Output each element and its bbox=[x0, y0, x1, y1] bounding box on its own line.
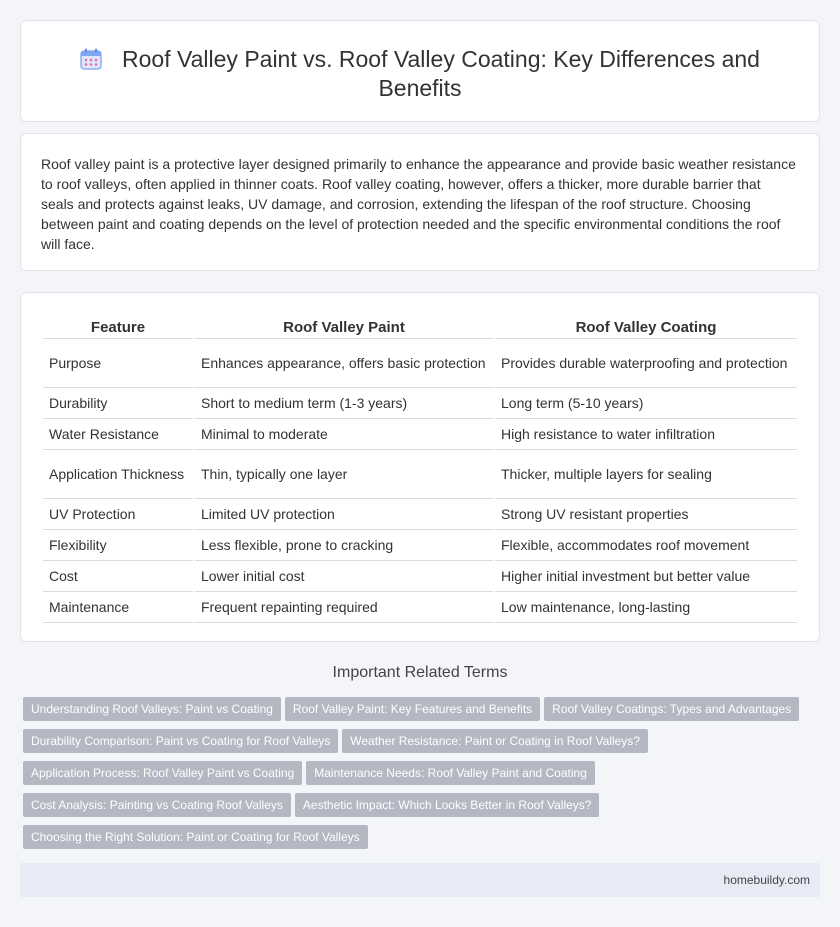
related-term-tag[interactable]: Maintenance Needs: Roof Valley Paint and Coating bbox=[306, 761, 595, 785]
coating-cell: Strong UV resistant properties bbox=[495, 499, 797, 530]
table-row bbox=[43, 561, 797, 592]
calendar-icon bbox=[80, 48, 102, 70]
related-term-tag[interactable]: Choosing the Right Solution: Paint or Coating for Roof Valleys bbox=[23, 825, 368, 849]
header-coating: Roof Valley Coating bbox=[495, 313, 797, 339]
feature-cell: Cost bbox=[43, 561, 193, 592]
tag-row bbox=[23, 825, 823, 857]
coating-cell: Provides durable waterproofing and protection bbox=[495, 339, 797, 388]
intro-card bbox=[20, 133, 820, 271]
page-title: Roof Valley Paint vs. Roof Valley Coating: Key Differences and Benefits bbox=[122, 46, 760, 101]
feature-cell: Flexibility bbox=[43, 530, 193, 561]
table-row bbox=[43, 388, 797, 419]
table-row bbox=[43, 339, 797, 388]
feature-cell: UV Protection bbox=[43, 499, 193, 530]
tag-row bbox=[23, 697, 823, 729]
coating-cell: Higher initial investment but better value bbox=[495, 561, 797, 592]
intro-paragraph: Roof valley paint is a protective layer designed primarily to enhance the appearance and provide basic weather resistance to roof valleys, often applied in thinner coats. Roof valley coating, however, offers a thicker, more durable barrier that seals and protects against leaks, UV damage, and corrosion, extending the lifespan of the roof structure. Choosing between paint and coating depends on the level of protection needed and the specific environmental conditions the roof will face. bbox=[41, 156, 796, 252]
paint-cell: Limited UV protection bbox=[195, 499, 493, 530]
feature-cell: Durability bbox=[43, 388, 193, 419]
related-term-tag[interactable]: Roof Valley Paint: Key Features and Benefits bbox=[285, 697, 540, 721]
table-header-row bbox=[43, 313, 797, 339]
coating-cell: Long term (5-10 years) bbox=[495, 388, 797, 419]
footer-site-link[interactable]: homebuildy.com bbox=[723, 873, 810, 887]
feature-cell: Maintenance bbox=[43, 592, 193, 623]
related-term-tag[interactable]: Weather Resistance: Paint or Coating in Roof Valleys? bbox=[342, 729, 648, 753]
paint-cell: Minimal to moderate bbox=[195, 419, 493, 450]
related-term-tag[interactable]: Aesthetic Impact: Which Looks Better in Roof Valleys? bbox=[295, 793, 600, 817]
table-row bbox=[43, 592, 797, 623]
feature-cell: Application Thickness bbox=[43, 450, 193, 499]
paint-cell: Lower initial cost bbox=[195, 561, 493, 592]
related-term-tag[interactable]: Understanding Roof Valleys: Paint vs Coating bbox=[23, 697, 281, 721]
related-term-tag[interactable]: Roof Valley Coatings: Types and Advantages bbox=[544, 697, 799, 721]
header-feature: Feature bbox=[43, 313, 193, 339]
related-terms-heading: Important Related Terms bbox=[332, 664, 508, 681]
tag-row bbox=[23, 761, 823, 793]
paint-cell: Enhances appearance, offers basic protection bbox=[195, 339, 493, 388]
page-title-wrap bbox=[21, 45, 819, 103]
related-term-tag[interactable]: Cost Analysis: Painting vs Coating Roof Valleys bbox=[23, 793, 291, 817]
comparison-table bbox=[41, 313, 799, 623]
tag-row bbox=[23, 793, 823, 825]
feature-cell: Purpose bbox=[43, 339, 193, 388]
table-row bbox=[43, 419, 797, 450]
coating-cell: High resistance to water infiltration bbox=[495, 419, 797, 450]
paint-cell: Short to medium term (1-3 years) bbox=[195, 388, 493, 419]
paint-cell: Thin, typically one layer bbox=[195, 450, 493, 499]
header-paint: Roof Valley Paint bbox=[195, 313, 493, 339]
coating-cell: Low maintenance, long-lasting bbox=[495, 592, 797, 623]
comparison-card bbox=[20, 292, 820, 642]
table-row bbox=[43, 450, 797, 499]
related-terms-list bbox=[23, 697, 823, 857]
paint-cell: Less flexible, prone to cracking bbox=[195, 530, 493, 561]
coating-cell: Thicker, multiple layers for sealing bbox=[495, 450, 797, 499]
tag-row bbox=[23, 729, 823, 761]
feature-cell: Water Resistance bbox=[43, 419, 193, 450]
header-card bbox=[20, 20, 820, 122]
related-term-tag[interactable]: Application Process: Roof Valley Paint vs Coating bbox=[23, 761, 302, 785]
footer bbox=[20, 863, 820, 897]
table-row bbox=[43, 499, 797, 530]
related-term-tag[interactable]: Durability Comparison: Paint vs Coating for Roof Valleys bbox=[23, 729, 338, 753]
coating-cell: Flexible, accommodates roof movement bbox=[495, 530, 797, 561]
table-row bbox=[43, 530, 797, 561]
paint-cell: Frequent repainting required bbox=[195, 592, 493, 623]
